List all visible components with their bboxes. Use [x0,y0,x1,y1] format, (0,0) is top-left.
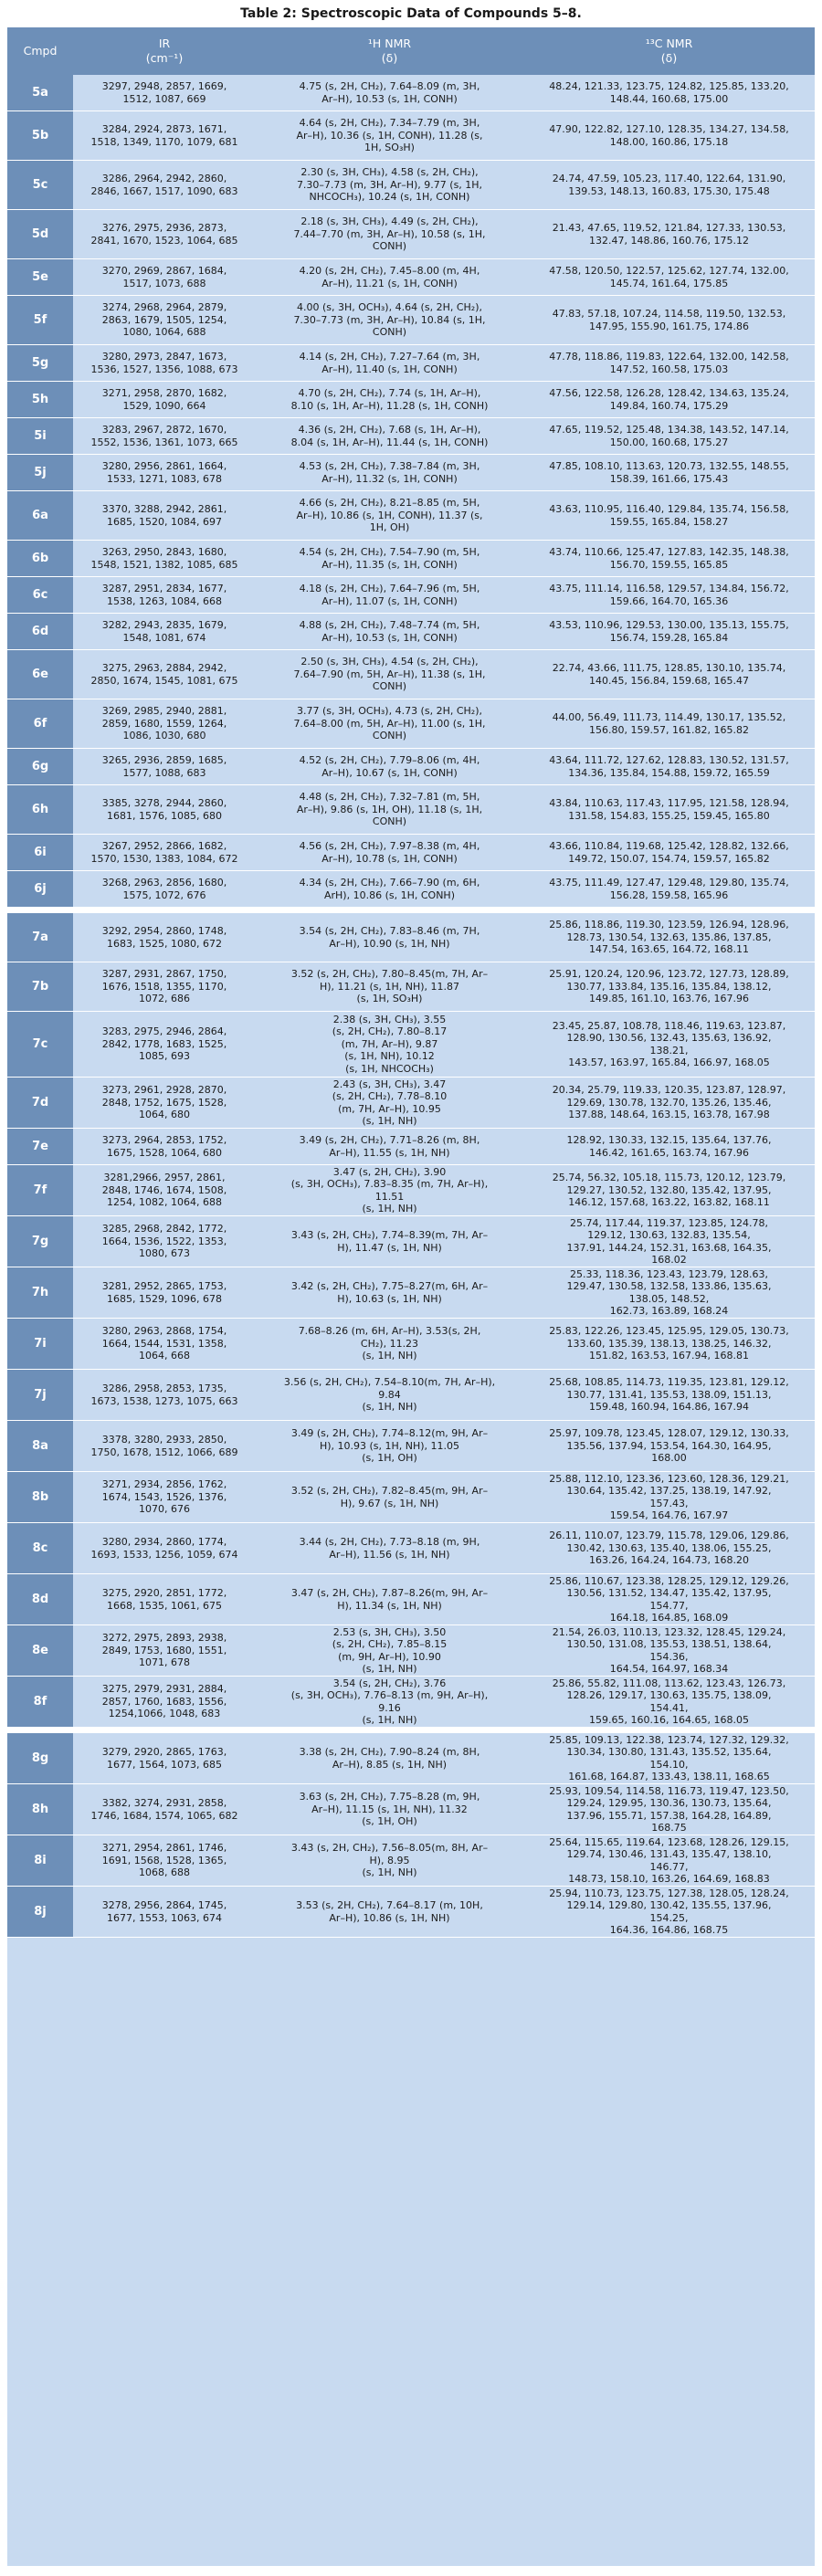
cmpd-cell: 6e [7,650,73,699]
cmpd-cell: 6f [7,699,73,748]
h-nmr-cell: 4.66 (s, 2H, CH₂), 8.21–8.85 (m, 5H, Ar–H), 10.86 (s, 1H, CONH), 11.37 (s, 1H, OH) [296,497,483,534]
cmpd-cell: 6i [7,835,73,870]
c-nmr-cell: 25.88, 112.10, 123.36, 123.60, 128.36, 129.21, 130.64, 135.42, 137.25, 138.19, 147.92, 157.43, 159.54, 164.76, 167.97 [549,1472,789,1521]
h-nmr-cell: 4.88 (s, 2H, CH₂), 7.48–7.74 (m, 5H, Ar–H), 10.53 (s, 1H, CONH) [299,619,480,644]
h-nmr-cell: 2.50 (s, 3H, CH₃), 4.54 (s, 2H, CH₂), 7.64–7.90 (m, 5H, Ar–H), 11.38 (s, 1H, CONH) [293,656,486,693]
c-nmr-cell: 25.86, 55.82, 111.08, 113.62, 123.43, 126.73, 128.26, 129.17, 130.63, 135.75, 138.09, 154.41, 159.65, 160.16, 164.65, 168.05 [552,1677,786,1726]
header-c-nmr-unit: (δ) [660,51,678,65]
h-nmr-cell: 3.77 (s, 3H, OCH₃), 4.73 (s, 2H, CH₂), 7.64–8.00 (m, 5H, Ar–H), 11.00 (s, 1H, CONH) [293,705,486,742]
table-row [7,210,815,259]
cmpd-cell: 7b [7,962,73,1011]
c-nmr-cell: 44.00, 56.49, 111.73, 114.49, 130.17, 135.52, 156.80, 159.57, 161.82, 165.82 [552,711,786,736]
table-row [7,835,815,871]
c-nmr-cell: 43.75, 111.49, 127.47, 129.48, 129.80, 135.74, 156.28, 159.58, 165.96 [549,877,789,901]
c-nmr-cell: 25.83, 122.26, 123.45, 125.95, 129.05, 130.73, 133.60, 135.39, 138.13, 138.25, 146.32, 151.82, 163.53, 167.94, 168.81 [549,1325,789,1362]
table-row [7,699,815,749]
table-row [7,1319,815,1370]
table-row [7,296,815,345]
cmpd-cell: 5h [7,382,73,417]
table-caption: Table 2: Spectroscopic Data of Compounds 5–8. [240,6,582,21]
h-nmr-cell: 2.38 (s, 3H, CH₃), 3.55 (s, 2H, CH₂), 7.80–8.17 (m, 7H, Ar–H), 9.87 (s, 1H, NH), 10.12 (s, 1H, NHCOCH₃) [332,1013,448,1075]
table-row [7,1625,815,1677]
ir-cell: 3281, 2952, 2865, 1753, 1685, 1529, 1096, 678 [101,1280,227,1305]
c-nmr-cell: 25.85, 109.13, 122.38, 123.74, 127.32, 129.32, 130.34, 130.80, 131.43, 135.52, 135.64, 154.10, 161.68, 164.87, 133.43, 138.11, 168.65 [549,1733,789,1782]
h-nmr-cell: 4.48 (s, 2H, CH₂), 7.32–7.81 (m, 5H, Ar–H), 9.86 (s, 1H, OH), 11.18 (s, 1H, CONH) [296,791,483,828]
h-nmr-cell: 3.47 (s, 2H, CH₂), 3.90 (s, 3H, OCH₃), 7.83–8.35 (m, 7H, Ar–H), 11.51 (s, 1H, NH) [290,1165,489,1214]
table-row [7,259,815,296]
h-nmr-cell: 2.18 (s, 3H, CH₃), 4.49 (s, 2H, CH₂), 7.44–7.70 (m, 3H, Ar–H), 10.58 (s, 1H, CONH) [293,216,486,253]
h-nmr-cell: 4.20 (s, 2H, CH₂), 7.45–8.00 (m, 4H, Ar–H), 11.21 (s, 1H, CONH) [299,265,480,289]
h-nmr-cell: 3.52 (s, 2H, CH₂), 7.82–8.45(m, 9H, Ar– H), 9.67 (s, 1H, NH) [290,1485,489,1509]
ir-cell: 3378, 3280, 2933, 2850, 1750, 1678, 1512, 1066, 689 [90,1434,238,1458]
h-nmr-cell: 4.00 (s, 3H, OCH₃), 4.64 (s, 2H, CH₂), 7.30–7.73 (m, 3H, Ar–H), 10.84 (s, 1H, CONH) [293,301,486,339]
table-row [7,111,815,161]
h-nmr-cell: 2.53 (s, 3H, CH₃), 3.50 (s, 2H, CH₂), 7.85–8.15 (m, 9H, Ar–H), 10.90 (s, 1H, NH) [332,1625,448,1675]
header-ir [73,27,256,75]
cmpd-cell: 5f [7,296,73,344]
ir-cell: 3284, 2924, 2873, 1671, 1518, 1349, 1170, 1079, 681 [90,123,238,148]
cmpd-cell: 6g [7,749,73,784]
h-nmr-cell: 3.56 (s, 2H, CH₂), 7.54–8.10(m, 7H, Ar–H), 9.84 (s, 1H, NH) [283,1376,496,1414]
ir-cell: 3272, 2975, 2893, 2938, 2849, 1753, 1680, 1551, 1071, 678 [101,1632,227,1669]
h-nmr-cell: 2.43 (s, 3H, CH₃), 3.47 (s, 2H, CH₂), 7.78–8.10 (m, 7H, Ar–H), 10.95 (s, 1H, NH) [332,1078,448,1127]
cmpd-cell: 6a [7,491,73,540]
table-row [7,345,815,382]
h-nmr-cell: 4.70 (s, 2H, CH₂), 7.74 (s, 1H, Ar–H), 8.10 (s, 1H, Ar–H), 11.28 (s, 1H, CONH) [290,387,489,412]
ir-cell: 3278, 2956, 2864, 1745, 1677, 1553, 1063, 674 [101,1899,227,1924]
h-nmr-cell: 3.43 (s, 2H, CH₂), 7.56–8.05(m, 8H, Ar– H), 8.95 (s, 1H, NH) [290,1842,489,1879]
table-row [7,650,815,699]
table-row [7,1216,815,1267]
table-row [7,1078,815,1129]
table-row [7,161,815,210]
c-nmr-cell: 25.91, 120.24, 120.96, 123.72, 127.73, 128.89, 130.77, 133.84, 135.16, 135.84, 138.12, 149.85, 161.10, 163.76, 167.96 [549,968,789,1005]
table-row [7,75,815,111]
ir-cell: 3273, 2964, 2853, 1752, 1675, 1528, 1064, 680 [101,1134,227,1159]
h-nmr-cell: 4.75 (s, 2H, CH₂), 7.64–8.09 (m, 3H, Ar–H), 10.53 (s, 1H, CONH) [299,80,480,105]
c-nmr-cell: 47.83, 57.18, 107.24, 114.58, 119.50, 132.53, 147.95, 155.90, 161.75, 174.86 [552,308,786,332]
c-nmr-cell: 47.56, 122.58, 126.28, 128.42, 134.63, 135.24, 149.84, 160.74, 175.29 [549,387,789,412]
table-row [7,1267,815,1319]
c-nmr-cell: 48.24, 121.33, 123.75, 124.82, 125.85, 133.20, 148.44, 160.68, 175.00 [549,80,789,105]
h-nmr-cell: 3.54 (s, 2H, CH₂), 7.83–8.46 (m, 7H, Ar–H), 10.90 (s, 1H, NH) [299,925,480,950]
cmpd-cell: 7g [7,1216,73,1267]
ir-cell: 3280, 2963, 2868, 1754, 1664, 1544, 1531, 1358, 1064, 668 [101,1325,227,1362]
ir-cell: 3283, 2967, 2872, 1670, 1552, 1536, 1361, 1073, 665 [90,424,238,448]
header-h-nmr [256,27,523,75]
ir-cell: 3270, 2969, 2867, 1684, 1517, 1073, 688 [101,265,227,289]
header-h-nmr-unit: (δ) [381,51,398,65]
ir-cell: 3269, 2985, 2940, 2881, 2859, 1680, 1559, 1264, 1086, 1030, 680 [101,705,227,742]
cmpd-cell: 6c [7,577,73,613]
h-nmr-cell: 3.43 (s, 2H, CH₂), 7.74–8.39(m, 7H, Ar– H), 11.47 (s, 1H, NH) [290,1229,489,1254]
h-nmr-cell: 3.47 (s, 2H, CH₂), 7.87–8.26(m, 9H, Ar– H), 11.34 (s, 1H, NH) [290,1587,489,1612]
table-row [7,1165,815,1216]
header-ir-unit: (cm⁻¹) [145,51,184,65]
cmpd-cell: 7i [7,1319,73,1369]
ir-cell: 3382, 3274, 2931, 2858, 1746, 1684, 1574, 1065, 682 [90,1797,238,1822]
c-nmr-cell: 26.11, 110.07, 123.79, 115.78, 129.06, 129.86, 130.42, 130.63, 135.40, 138.06, 155.25, 163.26, 164.24, 164.73, 168.20 [549,1530,789,1567]
cmpd-cell: 6b [7,541,73,576]
c-nmr-cell: 25.94, 110.73, 123.75, 127.38, 128.05, 128.24, 129.14, 129.80, 130.42, 135.55, 137.96, 154.25, 164.36, 164.86, 168.75 [549,1887,789,1936]
ir-cell: 3287, 2951, 2834, 1677, 1538, 1263, 1084, 668 [101,583,227,607]
ir-cell: 3370, 3288, 2942, 2861, 1685, 1520, 1084, 697 [101,503,227,528]
ir-cell: 3271, 2954, 2861, 1746, 1691, 1568, 1528, 1365, 1068, 688 [101,1842,227,1879]
cmpd-cell: 7e [7,1129,73,1164]
table-row [7,871,815,908]
spectroscopic-data-table [7,27,815,2566]
table-row [7,1370,815,1421]
table-row [7,1784,815,1835]
cmpd-cell: 8g [7,1733,73,1783]
header-h-nmr-label: ¹H NMR [367,37,412,50]
ir-cell: 3280, 2934, 2860, 1774, 1693, 1533, 1256, 1059, 674 [90,1536,238,1561]
c-nmr-cell: 21.43, 47.65, 119.52, 121.84, 127.33, 130.53, 132.47, 148.86, 160.76, 175.12 [552,222,786,247]
ir-cell: 3286, 2964, 2942, 2860, 2846, 1667, 1517, 1090, 683 [90,173,238,197]
table-row [7,785,815,835]
cmpd-cell: 8a [7,1421,73,1471]
h-nmr-cell: 4.14 (s, 2H, CH₂), 7.27–7.64 (m, 3H, Ar–H), 11.40 (s, 1H, CONH) [299,351,480,375]
ir-cell: 3283, 2975, 2946, 2864, 2842, 1778, 1683, 1525, 1085, 693 [101,1025,227,1063]
c-nmr-cell: 43.84, 110.63, 117.43, 117.95, 121.58, 128.94, 131.58, 154.83, 155.25, 159.45, 165.80 [549,797,789,822]
h-nmr-cell: 4.34 (s, 2H, CH₂), 7.66–7.90 (m, 6H, ArH), 10.86 (s, 1H, CONH) [299,877,480,901]
table-row [7,1887,815,1938]
cmpd-cell: 5j [7,455,73,490]
c-nmr-cell: 47.85, 108.10, 113.63, 120.73, 132.55, 148.55, 158.39, 161.66, 175.43 [549,460,789,485]
table-row [7,1733,815,1784]
table-row [7,1129,815,1165]
h-nmr-cell: 4.54 (s, 2H, CH₂), 7.54–7.90 (m, 5H, Ar–H), 11.35 (s, 1H, CONH) [299,546,480,571]
c-nmr-cell: 23.45, 25.87, 108.78, 118.46, 119.63, 123.87, 128.90, 130.56, 132.43, 135.63, 136.92, 138.21, 143.57, 163.97, 165.84, 166.97, 168.05 [552,1019,786,1068]
c-nmr-cell: 22.74, 43.66, 111.75, 128.85, 130.10, 135.74, 140.45, 156.84, 159.68, 165.47 [552,662,786,687]
cmpd-cell: 6d [7,614,73,649]
header-c-nmr [523,27,815,75]
c-nmr-cell: 128.92, 130.33, 132.15, 135.64, 137.76, 146.42, 161.65, 163.74, 167.96 [566,1134,772,1159]
h-nmr-cell: 4.36 (s, 2H, CH₂), 7.68 (s, 1H, Ar–H), 8.04 (s, 1H, Ar–H), 11.44 (s, 1H, CONH) [290,424,489,448]
h-nmr-cell: 3.49 (s, 2H, CH₂), 7.74–8.12(m, 9H, Ar– H), 10.93 (s, 1H, NH), 11.05 (s, 1H, OH) [290,1427,489,1465]
table-row [7,1677,815,1728]
table-row [7,382,815,418]
table-row [7,1472,815,1523]
h-nmr-cell: 4.53 (s, 2H, CH₂), 7.38–7.84 (m, 3H, Ar–H), 11.32 (s, 1H, CONH) [299,460,480,485]
ir-cell: 3279, 2920, 2865, 1763, 1677, 1564, 1073, 685 [101,1746,227,1771]
cmpd-cell: 8f [7,1677,73,1727]
ir-cell: 3271, 2958, 2870, 1682, 1529, 1090, 664 [101,387,227,412]
table-row [7,749,815,785]
c-nmr-cell: 47.78, 118.86, 119.83, 122.64, 132.00, 142.58, 147.52, 160.58, 175.03 [549,351,789,375]
c-nmr-cell: 25.86, 110.67, 123.38, 128.25, 129.12, 129.26, 130.56, 131.52, 134.47, 135.42, 137.95, 154.77, 164.18, 164.85, 168.09 [549,1574,789,1624]
cmpd-cell: 5g [7,345,73,381]
cmpd-cell: 7d [7,1078,73,1128]
table-row [7,541,815,577]
ir-cell: 3275, 2979, 2931, 2884, 2857, 1760, 1683, 1556, 1254,1066, 1048, 683 [101,1683,227,1720]
c-nmr-cell: 25.86, 118.86, 119.30, 123.59, 126.94, 128.96, 128.73, 130.54, 132.63, 135.86, 137.85, 147.54, 163.65, 164.72, 168.11 [549,919,789,956]
cmpd-cell: 6j [7,871,73,907]
cmpd-cell: 6h [7,785,73,834]
h-nmr-cell: 3.63 (s, 2H, CH₂), 7.75–8.28 (m, 9H, Ar–H), 11.15 (s, 1H, NH), 11.32 (s, 1H, OH) [299,1791,480,1828]
ir-cell: 3265, 2936, 2859, 1685, 1577, 1088, 683 [101,754,227,779]
c-nmr-cell: 47.90, 122.82, 127.10, 128.35, 134.27, 134.58, 148.00, 160.86, 175.18 [549,123,789,148]
cmpd-cell: 5a [7,75,73,110]
c-nmr-cell: 43.53, 110.96, 129.53, 130.00, 135.13, 155.75, 156.74, 159.28, 165.84 [549,619,789,644]
h-nmr-cell: 4.52 (s, 2H, CH₂), 7.79–8.06 (m, 4H, Ar–H), 10.67 (s, 1H, CONH) [299,754,480,779]
h-nmr-cell: 2.30 (s, 3H, CH₃), 4.58 (s, 2H, CH₂), 7.30–7.73 (m, 3H, Ar–H), 9.77 (s, 1H, NHCOCH₃), 10.24 (s, 1H, CONH) [296,166,483,204]
ir-cell: 3385, 3278, 2944, 2860, 1681, 1576, 1085, 680 [101,797,227,822]
ir-cell: 3280, 2956, 2861, 1664, 1533, 1271, 1083, 678 [101,460,227,485]
c-nmr-cell: 25.93, 109.54, 114.58, 116.73, 119.47, 123.50, 129.24, 129.95, 130.36, 130.73, 135.64, 137.96, 155.71, 157.38, 164.28, 164.89, 168.75 [549,1784,789,1834]
table-row [7,614,815,650]
c-nmr-cell: 43.64, 111.72, 127.62, 128.83, 130.52, 131.57, 134.36, 135.84, 154.88, 159.72, 165.59 [549,754,789,779]
h-nmr-cell: 3.42 (s, 2H, CH₂), 7.75–8.27(m, 6H, Ar– H), 10.63 (s, 1H, NH) [290,1280,489,1305]
table-row [7,577,815,614]
table-row [7,1012,815,1078]
h-nmr-cell: 3.53 (s, 2H, CH₂), 7.64–8.17 (m, 10H, Ar–H), 10.86 (s, 1H, NH) [296,1899,483,1924]
ir-cell: 3292, 2954, 2860, 1748, 1683, 1525, 1080, 672 [101,925,227,950]
h-nmr-cell: 7.68–8.26 (m, 6H, Ar–H), 3.53(s, 2H, CH₂), 11.23 (s, 1H, NH) [298,1325,481,1362]
h-nmr-cell: 4.18 (s, 2H, CH₂), 7.64–7.96 (m, 5H, Ar–H), 11.07 (s, 1H, CONH) [299,583,480,607]
cmpd-cell: 5c [7,161,73,209]
c-nmr-cell: 43.66, 110.84, 119.68, 125.42, 128.82, 132.66, 149.72, 150.07, 154.74, 159.57, 165.82 [549,840,789,865]
table-row [7,1574,815,1625]
c-nmr-cell: 25.64, 115.65, 119.64, 123.68, 128.26, 129.15, 129.74, 130.46, 131.43, 135.47, 138.10, 146.77, 148.73, 158.10, 163.26, 164.69, 168.83 [549,1835,789,1885]
c-nmr-cell: 43.74, 110.66, 125.47, 127.83, 142.35, 148.38, 156.70, 159.55, 165.85 [549,546,789,571]
table-row [7,1421,815,1472]
h-nmr-cell: 3.38 (s, 2H, CH₂), 7.90–8.24 (m, 8H, Ar–H), 8.85 (s, 1H, NH) [299,1746,480,1771]
h-nmr-cell: 3.52 (s, 2H, CH₂), 7.80–8.45(m, 7H, Ar– H), 11.21 (s, 1H, NH), 11.87 (s, 1H, SO₃H) [290,968,489,1005]
h-nmr-cell: 3.54 (s, 2H, CH₂), 3.76 (s, 3H, OCH₃), 7.76–8.13 (m, 9H, Ar–H), 9.16 (s, 1H, NH) [290,1677,489,1726]
ir-cell: 3268, 2963, 2856, 1680, 1575, 1072, 676 [101,877,227,901]
cmpd-cell: 8c [7,1523,73,1573]
cmpd-cell: 7c [7,1012,73,1077]
cmpd-cell: 8b [7,1472,73,1522]
ir-cell: 3297, 2948, 2857, 1669, 1512, 1087, 669 [101,80,227,105]
table-row [7,1835,815,1887]
cmpd-cell: 7a [7,913,73,962]
c-nmr-cell: 25.68, 108.85, 114.73, 119.35, 123.81, 129.12, 130.77, 131.41, 135.53, 138.09, 151.13, 159.48, 160.94, 164.86, 167.94 [549,1376,789,1414]
c-nmr-cell: 47.65, 119.52, 125.48, 134.38, 143.52, 147.14, 150.00, 160.68, 175.27 [549,424,789,448]
header-cmpd-label: Cmpd [23,44,58,58]
cmpd-cell: 5b [7,111,73,160]
cmpd-cell: 8e [7,1625,73,1676]
ir-cell: 3285, 2968, 2842, 1772, 1664, 1536, 1522, 1353, 1080, 673 [101,1223,227,1260]
ir-cell: 3282, 2943, 2835, 1679, 1548, 1081, 674 [101,619,227,644]
table-row [7,962,815,1012]
c-nmr-cell: 43.75, 111.14, 116.58, 129.57, 134.84, 156.72, 159.66, 164.70, 165.36 [549,583,789,607]
h-nmr-cell: 3.44 (s, 2H, CH₂), 7.73–8.18 (m, 9H, Ar–H), 11.56 (s, 1H, NH) [299,1536,480,1561]
table-row [7,913,815,962]
table-row [7,491,815,541]
c-nmr-cell: 25.33, 118.36, 123.43, 123.79, 128.63, 129.47, 130.58, 132.58, 133.86, 135.63, 138.05, 148.52, 162.73, 163.89, 168.24 [566,1267,772,1317]
cmpd-cell: 7j [7,1370,73,1420]
c-nmr-cell: 25.74, 117.44, 119.37, 123.85, 124.78, 129.12, 130.63, 132.83, 135.54, 137.91, 144.24, 152.31, 163.68, 164.35, 168.02 [566,1216,772,1266]
ir-cell: 3275, 2920, 2851, 1772, 1668, 1535, 1061, 675 [101,1587,227,1612]
header-ir-label: IR [158,37,171,50]
ir-cell: 3287, 2931, 2867, 1750, 1676, 1518, 1355, 1170, 1072, 686 [101,968,227,1005]
ir-cell: 3274, 2968, 2964, 2879, 2863, 1679, 1505, 1254, 1080, 1064, 688 [101,301,227,339]
cmpd-cell: 8i [7,1835,73,1886]
table-row [7,455,815,491]
ir-cell: 3273, 2961, 2928, 2870, 2848, 1752, 1675, 1528, 1064, 680 [101,1084,227,1121]
ir-cell: 3281,2966, 2957, 2861, 2848, 1746, 1674, 1508, 1254, 1082, 1064, 688 [101,1172,227,1209]
c-nmr-cell: 24.74, 47.59, 105.23, 117.40, 122.64, 131.90, 139.53, 148.13, 160.83, 175.30, 175.48 [552,173,786,197]
cmpd-cell: 7f [7,1165,73,1215]
ir-cell: 3267, 2952, 2866, 1682, 1570, 1530, 1383, 1084, 672 [90,840,238,865]
c-nmr-cell: 43.63, 110.95, 116.40, 129.84, 135.74, 156.58, 159.55, 165.84, 158.27 [549,503,789,528]
ir-cell: 3271, 2934, 2856, 1762, 1674, 1543, 1526, 1376, 1070, 676 [101,1478,227,1516]
cmpd-cell: 8d [7,1574,73,1624]
ir-cell: 3275, 2963, 2884, 2942, 2850, 1674, 1545, 1081, 675 [90,662,238,687]
table-row [7,418,815,455]
cmpd-cell: 7h [7,1267,73,1318]
cmpd-cell: 5e [7,259,73,295]
ir-cell: 3276, 2975, 2936, 2873, 2841, 1670, 1523, 1064, 685 [90,222,238,247]
ir-cell: 3280, 2973, 2847, 1673, 1536, 1527, 1356, 1088, 673 [90,351,238,375]
c-nmr-cell: 21.54, 26.03, 110.13, 123.32, 128.45, 129.24, 130.50, 131.08, 135.53, 138.51, 138.64, 154.36, 164.54, 164.97, 168.34 [552,1625,786,1675]
cmpd-cell: 5i [7,418,73,454]
cmpd-cell: 8h [7,1784,73,1835]
ir-cell: 3263, 2950, 2843, 1680, 1548, 1521, 1382, 1085, 685 [90,546,238,571]
h-nmr-cell: 4.56 (s, 2H, CH₂), 7.97–8.38 (m, 4H, Ar–H), 10.78 (s, 1H, CONH) [299,840,480,865]
table-header [7,27,815,75]
h-nmr-cell: 3.49 (s, 2H, CH₂), 7.71–8.26 (m, 8H, Ar–H), 11.55 (s, 1H, NH) [299,1134,480,1159]
header-c-nmr-label: ¹³C NMR [645,37,693,50]
table-row [7,1523,815,1574]
header-cmpd [7,27,73,75]
c-nmr-cell: 20.34, 25.79, 119.33, 120.35, 123.87, 128.97, 129.69, 130.78, 132.70, 135.26, 135.46, 137.88, 148.64, 163.15, 163.78, 167.98 [552,1084,786,1121]
c-nmr-cell: 25.97, 109.78, 123.45, 128.07, 129.12, 130.33, 135.56, 137.94, 153.54, 164.30, 164.95, 168.00 [549,1427,789,1465]
ir-cell: 3286, 2958, 2853, 1735, 1673, 1538, 1273, 1075, 663 [90,1383,238,1407]
c-nmr-cell: 47.58, 120.50, 122.57, 125.62, 127.74, 132.00, 145.74, 161.64, 175.85 [549,265,789,289]
h-nmr-cell: 4.64 (s, 2H, CH₂), 7.34–7.79 (m, 3H, Ar–H), 10.36 (s, 1H, CONH), 11.28 (s, 1H, SO₃H) [296,117,483,154]
cmpd-cell: 8j [7,1887,73,1937]
cmpd-cell: 5d [7,210,73,258]
c-nmr-cell: 25.74, 56.32, 105.18, 115.73, 120.12, 123.79, 129.27, 130.52, 132.80, 135.42, 137.95, 146.12, 157.68, 163.22, 163.82, 168.11 [552,1172,786,1209]
